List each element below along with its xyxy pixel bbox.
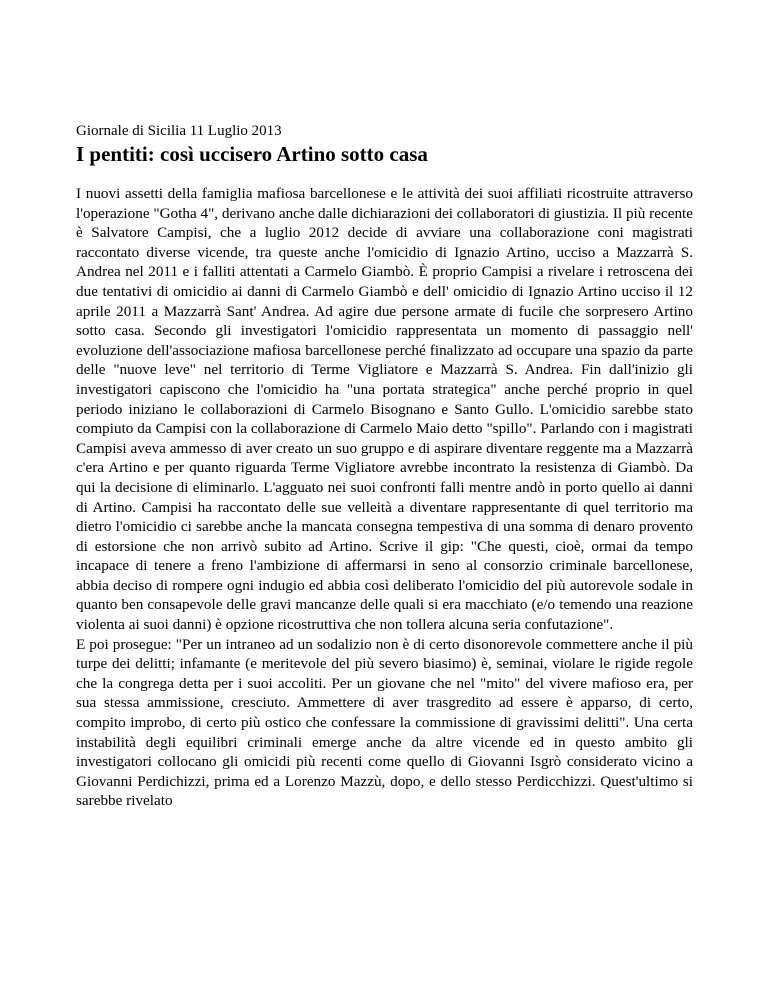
document-page [76, 122, 693, 811]
newspaper-source-date: Giornale di Sicilia 11 Luglio 2013 [76, 123, 282, 139]
article-body [76, 184, 693, 811]
article-paragraph-2: E poi prosegue: "Per un intraneo ad un sodalizio non è di certo disonorevole commettere anche il più turpe dei delitti; infamante (e meritevole del più severo biasimo) è, seminai, violare le rigide regole che la congrega detta per i suoi accoliti. Per un giovane che nel "mito" del vivere mafioso era, per sua stessa ammissione, cresciuto. Ammettere di aver trasgredito ad essere è apparso, di certo, compito improbo, di certo più ostico che confessare la commissione di gravissimi delitti". Una certa instabilità degli equilibri criminali emerge anche da altre vicende ed in questo ambito gli investigatori collocano gli omicidi più recenti come quello di Giovanni Isgrò considerato vicino a Giovanni Perdichizzi, prima ed a Lorenzo Mazzù, dopo, e dello stesso Perdicchizzi. Quest'ultimo si sarebbe rivelato [76, 635, 693, 810]
article-title: I pentiti: così uccisero Artino sotto casa [76, 142, 428, 166]
article-paragraph-1: I nuovi assetti della famiglia mafiosa barcellonese e le attività dei suoi affiliati ricostruite attraverso l'operazione "Gotha 4", derivano anche dalle dichiarazioni dei collaboratori di giustizia. Il più recente è Salvatore Campisi, che a luglio 2012 decide di avviare una collaborazione coni magistrati raccontato diverse vicende, tra queste anche l'omicidio di Ignazio Artino, ucciso a Mazzarrà S. Andrea nel 2011 e i falliti attentati a Carmelo Giambò. È proprio Campisi a rivelare i retroscena dei due tentativi di omicidio ai danni di Carmelo Giambò e dell' omicidio di Ignazio Artino ucciso il 12 aprile 2011 a Mazzarrà Sant' Andrea. Ad agire due persone armate di fucile che sorpresero Artino sotto casa. Secondo gli investigatori l'omicidio rappresentata un momento di passaggio nell' evoluzione dell'associazione mafiosa barcellonese perché finalizzato ad occupare una spazio da parte delle "nuove leve" nel territorio di Terme Vigliatore e Mazzarrà S. Andrea. Fin dall'inizio gli investigatori capiscono che l'omicidio ha "una portata strategica" anche perché proprio in quel periodo iniziano le collaborazioni di Carmelo Bisognano e Santo Gullo. L'omicidio sarebbe stato compiuto da Campisi con la collaborazione di Carmelo Maio detto "spillo". Parlando con i magistrati Campisi aveva ammesso di aver creato un suo gruppo e di aspirare diventare reggente ma a Mazzarrà c'era Artino e per quanto riguarda Terme Vigliatore avrebbe incontrato la resistenza di Giambò. Da qui la decisione di eliminarlo. L'agguato nei suoi confronti falli mentre andò in porto quello ai danni di Artino. Campisi ha raccontato delle sue velleità a diventare rappresentante di quel territorio ma dietro l'omicidio ci sarebbe anche la mancata consegna tempestiva di una somma di denaro provento di estorsione che non arrivò subito ad Artino. Scrive il gip: "Che questi, cioè, ormai da tempo incapace di tenere a freno l'ambizione di affermarsi in seno al consorzio criminale barcellonese, abbia deciso di rompere ogni indugio ed abbia così deliberato l'omicidio del più autorevole sodale in quanto ben consapevole delle gravi mancanze delle quali si era macchiato (e/o temendo una reazione violenta ai suoi danni) è opzione ricostruttiva che non tollera alcuna seria confutazione". [76, 185, 693, 634]
